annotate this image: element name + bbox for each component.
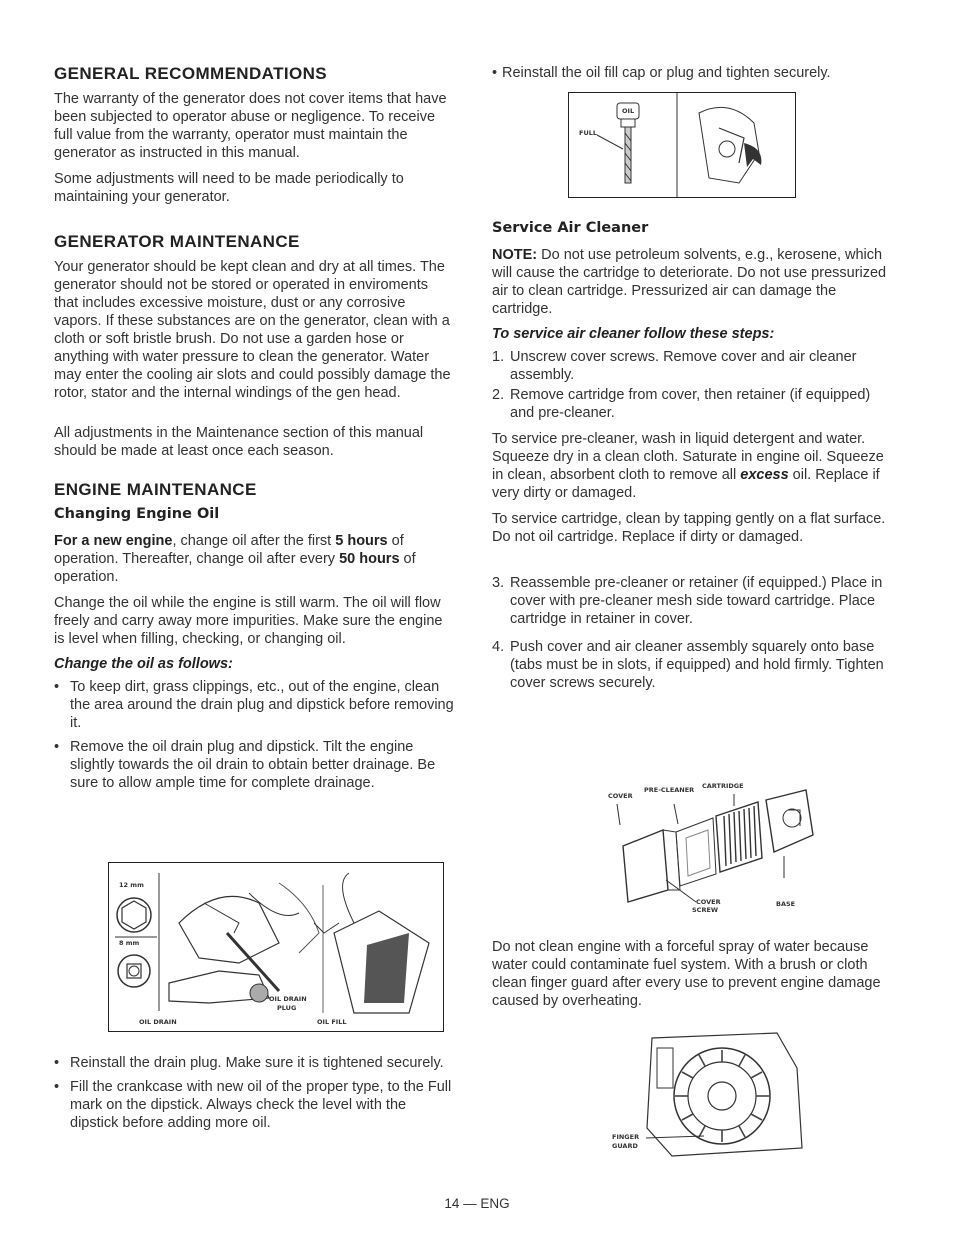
right-column [492, 64, 887, 1150]
note-label: NOTE: [492, 247, 538, 263]
new-engine-text1: , change oil after the first [172, 533, 336, 549]
label-base: BASE [776, 900, 796, 908]
change-oil-steps-heading: Change the oil as follows: [54, 656, 233, 672]
bullet-text: To keep dirt, grass clippings, etc., out of the engine, clean the area around the drain plug and dipstick before removing it. [70, 679, 454, 731]
bullet-text: Reinstall the drain plug. Make sure it is tightened securely. [70, 1055, 444, 1071]
label-oil-fill: OIL FILL [317, 1018, 347, 1026]
label-guard: GUARD [612, 1142, 638, 1150]
step-text: Push cover and air cleaner assembly squarely onto base (tabs must be in slots, if equipped) and hold firmly. Tighten cover screws securely. [510, 639, 884, 691]
precleaner-text1: To service pre-cleaner, wash in liquid detergent and water. Squeeze dry in a clean cloth. Saturate in engine oil. Squeeze in clean, absorbent cloth to remove all [492, 431, 884, 483]
new-engine-paragraph [54, 532, 456, 586]
label-oil-drain-plug-2: PLUG [277, 1004, 297, 1012]
list-item [54, 1054, 456, 1072]
bullet-text: Remove the oil drain plug and dipstick. Tilt the engine slightly towards the oil drain to obtain better drainage. Be sure to allow ample time for complete drainage. [70, 739, 436, 791]
label-finger: FINGER [612, 1133, 640, 1141]
step-text: Remove cartridge from cover, then retainer (if equipped) and pre-cleaner. [510, 387, 871, 421]
general-recommendations-p2: Some adjustments will need to be made periodically to maintaining your generator. [54, 171, 404, 205]
step-number: 2. [492, 387, 505, 403]
precleaner-excess: excess [740, 467, 789, 483]
precleaner-text2: oil. Replace if very dirty or damaged. [492, 467, 880, 501]
label-oil-drain: OIL DRAIN [139, 1018, 177, 1026]
label-cover-screw-1: COVER [696, 898, 721, 906]
list-item [54, 678, 456, 732]
bullet-dot: • [54, 739, 60, 755]
label-cover-screw-2: SCREW [692, 906, 719, 914]
label-12mm: 12 mm [119, 881, 144, 889]
step-text: Reassemble pre-cleaner or retainer (if equipped.) Place in cover with pre-cleaner mesh side toward cartridge. Place cartridge in retainer in cover. [510, 575, 883, 627]
note-paragraph [492, 246, 887, 318]
step-number: 3. [492, 575, 505, 591]
generator-maintenance-p2: All adjustments in the Maintenance section of this manual should be made at least once each season. [54, 425, 424, 459]
label-full: FULL [579, 129, 598, 137]
hours-5: 5 hours [335, 533, 388, 549]
general-recommendations-p1: The warranty of the generator does not cover items that have been subjected to operator abuse or negligence. To receive full value from the warranty, operator must maintain the generator as instructed in this manual. [54, 91, 447, 161]
generator-maintenance-heading: GENERATOR MAINTENANCE [54, 232, 300, 251]
service-air-cleaner-heading: Service Air Cleaner [492, 220, 649, 236]
step-text: Unscrew cover screws. Remove cover and air cleaner assembly. [510, 349, 857, 383]
page-footer: 14 — ENG [444, 1196, 510, 1211]
list-item [492, 64, 887, 82]
label-oil-drain-plug-1: OIL DRAIN [269, 995, 307, 1003]
air-cleaner-steps-heading: To service air cleaner follow these steps: [492, 326, 775, 342]
air-cleaner-illustration [608, 780, 823, 924]
engine-maintenance-heading: ENGINE MAINTENANCE [54, 480, 257, 499]
list-item [492, 386, 887, 422]
oil-drain-figure [108, 862, 444, 1032]
finger-guard-figure [612, 1028, 812, 1160]
bullet-dot: • [54, 1079, 60, 1095]
finger-guard-illustration [612, 1028, 812, 1160]
general-recommendations-heading: GENERAL RECOMMENDATIONS [54, 64, 328, 83]
air-cleaner-figure [608, 780, 823, 924]
hours-50: 50 hours [339, 551, 400, 567]
precleaner-paragraph [492, 430, 887, 502]
label-cover: COVER [608, 792, 633, 800]
step-number: 1. [492, 349, 505, 365]
left-column [54, 64, 456, 1131]
bullet-text: Fill the crankcase with new oil of the proper type, to the Full mark on the dipstick. Always check the level with the dipstick before adding more oil. [70, 1079, 452, 1131]
bullet-dot: • [54, 1055, 60, 1071]
list-item [492, 638, 887, 692]
bullet-text: Reinstall the oil fill cap or plug and tighten securely. [502, 65, 831, 81]
dipstick-illustration [569, 93, 795, 197]
dipstick-figure [568, 92, 796, 198]
bullet-dot: • [492, 65, 498, 81]
new-engine-text2: of operation. Thereafter, change oil after every [54, 533, 404, 567]
label-pre-cleaner: PRE-CLEANER [644, 786, 695, 794]
cartridge-paragraph: To service cartridge, clean by tapping gently on a flat surface. Do not oil cartridge. Replace if dirty or damaged. [492, 511, 886, 545]
water-warning-paragraph: Do not clean engine with a forceful spray of water because water could contaminate fuel system. With a brush or cloth clean finger guard after every use to prevent engine damage caused by overheating. [492, 939, 881, 1009]
label-cartridge: CARTRIDGE [702, 782, 744, 790]
after-figure-list [54, 1054, 456, 1138]
bullet-dot: • [54, 679, 60, 695]
changing-engine-oil-heading: Changing Engine Oil [54, 506, 220, 522]
label-oil: OIL [622, 107, 635, 115]
label-8mm: 8 mm [119, 939, 140, 947]
list-item [54, 738, 456, 792]
new-engine-text3: of operation. [54, 551, 416, 585]
oil-drain-illustration [109, 863, 443, 1031]
new-engine-bold: For a new engine [54, 533, 173, 549]
step-number: 4. [492, 639, 505, 655]
note-text: Do not use petroleum solvents, e.g., kerosene, which will cause the cartridge to deteriorate. Do not use pressurized air to clean cartridge. Pressurized air can damage the cartridge. [492, 247, 887, 317]
list-item [54, 1078, 456, 1132]
list-item [492, 348, 887, 384]
list-item [492, 574, 887, 628]
service-air-cleaner-section [492, 220, 887, 694]
generator-maintenance-p1: Your generator should be kept clean and dry at all times. The generator should not be stored or operated in enviroments that includes excessive moisture, dust or any corrosive vapors. If these substances are on the generator, clean with a cloth or soft bristle brush. Do not use a garden hose or anything with water pressure to clean the generator. Water may enter the cooling air slots and could possibly damage the rotor, stator and the internal windings of the gen head. [54, 259, 451, 401]
change-oil-warm-paragraph: Change the oil while the engine is still warm. The oil will flow freely and carry away more impurities. Make sure the engine is level when filling, checking, or changing oil. [54, 595, 443, 647]
